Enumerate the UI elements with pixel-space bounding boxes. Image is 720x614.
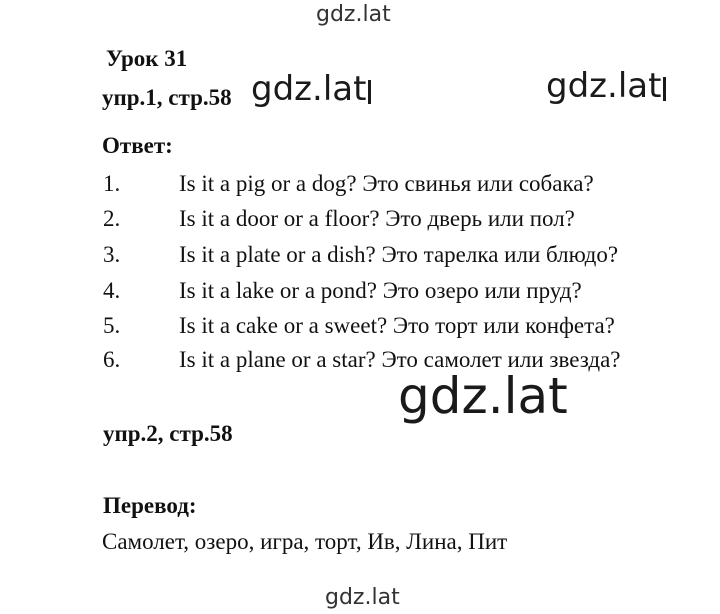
list-item-text: Is it a door or a floor? Это дверь или пол? [179,206,575,231]
list-item-text: Is it a lake or a pond? Это озеро или пруд? [179,278,582,303]
list-item-text: Is it a cake or a sweet? Это торт или конфета? [179,313,615,338]
watermark-mid-left [251,69,371,109]
watermark-top: gdz.lat [316,2,391,27]
list-item-text: Is it a plane or a star? Это самолет или звезда? [179,347,621,372]
answer-label: Ответ: [102,133,173,158]
list-item-number: 1. [103,171,121,196]
exercise-2-title: упр.2, стр.58 [103,421,233,446]
list-item-number: 2. [103,206,121,231]
exercise-1-title: упр.1, стр.58 [102,85,232,110]
watermark-mid-right-text: gdz.lat [546,66,662,106]
watermark-mid-right [546,66,666,106]
translation-label: Перевод: [103,493,197,518]
list-item-number: 6. [103,347,121,372]
watermark-bottom: gdz.lat [325,585,400,610]
translation-text: Самолет, озеро, игра, торт, Ив, Лина, Пит [102,529,508,554]
list-item-number: 3. [103,242,121,267]
list-item-number: 5. [103,313,121,338]
list-item-text: Is it a pig or a dog? Это свинья или собака? [179,171,594,196]
list-item-number: 4. [103,278,121,303]
list-item-text: Is it a plate or a dish? Это тарелка или блюдо? [179,242,619,267]
text-cursor-icon [663,77,666,101]
watermark-center: gdz.lat [398,367,568,425]
text-cursor-icon [368,80,371,104]
lesson-title: Урок 31 [106,46,188,71]
watermark-mid-left-text: gdz.lat [251,69,367,109]
